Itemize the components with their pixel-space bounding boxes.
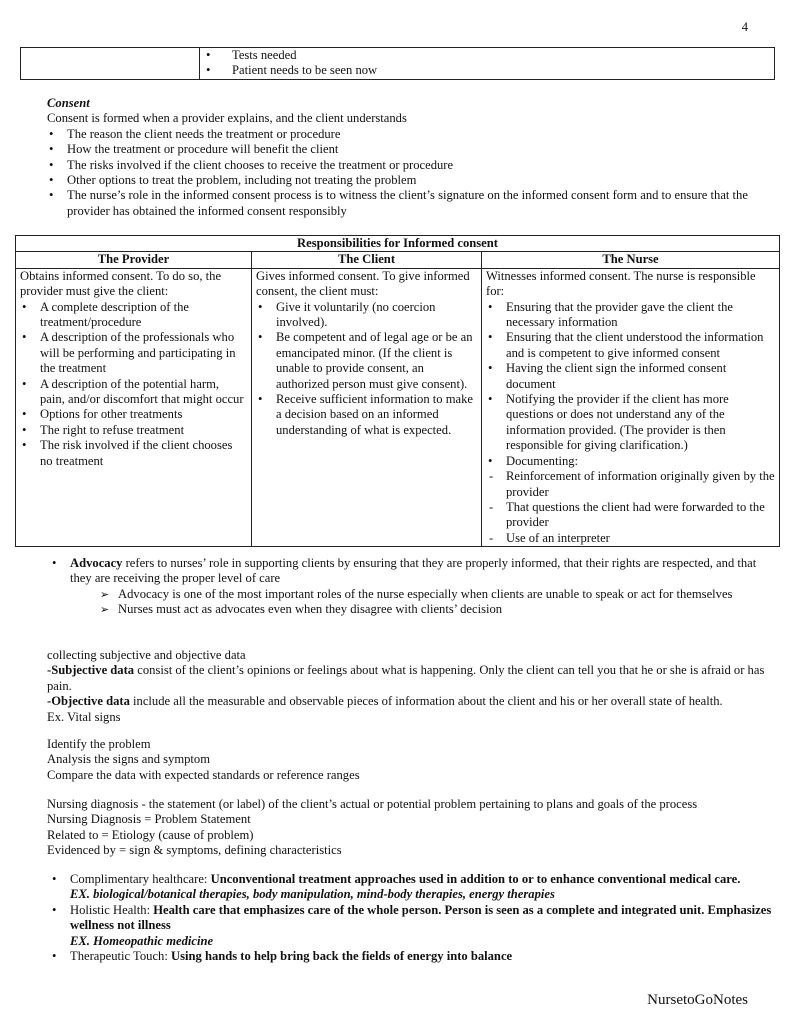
advocacy-section xyxy=(50,556,770,618)
list-item: ➢ Nurses must act as advocates even when they disagree with clients’ decision xyxy=(100,602,770,617)
list-item: • Notifying the provider if the client has more questions or does not understand any of the information provided. (The provider is then responsible for giving clarification.) xyxy=(486,392,775,454)
list-item: • Documenting: xyxy=(486,454,775,469)
list-item: • Tests needed xyxy=(204,48,770,63)
column-header: The Provider xyxy=(16,252,252,268)
list-item: • The right to refuse treatment xyxy=(20,423,247,438)
consent-section xyxy=(47,96,767,219)
client-cell: Gives informed consent. To give informed consent, the client must: • Give it voluntarily (no coercion involved). • Be competent and of legal age or be an emancipated minor. (If the client is unable to provide consent, an authorized person must give consent). • Receive sufficient information to make a decision based on an informed understanding of what is expected. xyxy=(252,268,482,546)
list-item: • The reason the client needs the treatment or procedure xyxy=(47,127,767,142)
list-item: • The risk involved if the client chooses no treatment xyxy=(20,438,247,469)
list-item: • Complimentary healthcare: Unconventional treatment approaches used in addition to or to enhance conventional medical care. EX. biological/botanical therapies, body manipulation, mind-body therapies, energy therapies xyxy=(50,872,772,903)
identify-section: Identify the problem Analysis the signs and symptom Compare the data with expected standards or reference ranges xyxy=(47,737,360,782)
list-item: • Holistic Health: Health care that emphasizes care of the whole person. Person is seen as a complete and integrated unit. Emphasizes wellness not illness EX. Homeopathic medicine xyxy=(50,903,772,949)
list-item: • Ensuring that the client understood the information and is competent to give informed consent xyxy=(486,330,775,361)
list-item: • A description of the potential harm, pain, and/or discomfort that might occur xyxy=(20,377,247,408)
nurse-cell: Witnesses informed consent. The nurse is responsible for: • Ensuring that the provider gave the client the necessary information • Ensuring that the client understood the information and is competent to give informed consent • Having the client sign the informed consent document • Notifying the provider if the client has more questions or does not understand any of the information provided. (The provider is then responsible for giving clarification.) • Documenting: - Reinforcement of information originally given by the provider - That questions the client had were forwarded to the provider - Use of an interpreter xyxy=(482,268,780,546)
diagnosis-section: Nursing diagnosis - the statement (or label) of the client’s actual or potential problem pertaining to plans and goals of the process Nursing Diagnosis = Problem Statement Related to = Etiology (cause of problem) Evidenced by = sign & symptoms, defining characteristics xyxy=(47,797,698,858)
list-item: - That questions the client had were forwarded to the provider xyxy=(486,500,775,531)
list-item: • The nurse’s role in the informed consent process is to witness the client’s signature on the informed consent form and to ensure that the provider has obtained the informed consent responsibly xyxy=(47,188,767,219)
list-item: - Reinforcement of information originally given by the provider xyxy=(486,469,775,500)
list-item: • Advocacy refers to nurses’ role in supporting clients by ensuring that they are properly informed, that their rights are respected, and that they are receiving the proper level of care xyxy=(50,556,770,587)
health-section xyxy=(50,872,772,964)
data-section: collecting subjective and objective data -Subjective data consist of the client’s opinions or feelings about what is happening. Only the client can tell you that he or she is afraid or has pain. -Objective data include all the measurable and observable pieces of information about the client and his or her overall state of health. Ex. Vital signs xyxy=(47,648,765,724)
list-item: • Ensuring that the provider gave the client the necessary information xyxy=(486,300,775,331)
table-title: Responsibilities for Informed consent xyxy=(16,236,780,252)
list-item: • Give it voluntarily (no coercion involved). xyxy=(256,300,477,331)
top-table xyxy=(20,47,775,80)
provider-cell: Obtains informed consent. To do so, the provider must give the client: • A complete description of the treatment/procedure • A description of the professionals who will be performing and participating in the treatment • A description of the potential harm, pain, and/or discomfort that might occur • Options for other treatments • The right to refuse treatment • The risk involved if the client chooses no treatment xyxy=(16,268,252,546)
list-item: • Options for other treatments xyxy=(20,407,247,422)
page-number: 4 xyxy=(741,20,748,34)
section-title: Consent xyxy=(47,96,90,110)
paragraph: Consent is formed when a provider explains, and the client understands xyxy=(47,111,407,126)
list-item: ➢ Advocacy is one of the most important roles of the nurse especially when clients are unable to speak or act for themselves xyxy=(100,587,770,602)
column-header: The Nurse xyxy=(482,252,780,268)
list-item: • How the treatment or procedure will benefit the client xyxy=(47,142,767,157)
list-item: • Other options to treat the problem, including not treating the problem xyxy=(47,173,767,188)
list-item: • The risks involved if the client chooses to receive the treatment or procedure xyxy=(47,158,767,173)
footer-brand: NursetoGoNotes xyxy=(647,992,748,1008)
list-item: • A complete description of the treatment/procedure xyxy=(20,300,247,331)
list-item: • Be competent and of legal age or be an emancipated minor. (If the client is unable to provide consent, an authorized person must give consent). xyxy=(256,330,477,392)
responsibilities-table xyxy=(15,235,780,547)
list-item: a decision based on an informed understanding of what is expected. xyxy=(276,407,452,437)
list-item: • Having the client sign the informed consent document xyxy=(486,361,775,392)
list-item: • A description of the professionals who will be performing and participating in the treatment xyxy=(20,330,247,376)
list-item: - Use of an interpreter xyxy=(486,531,775,546)
list-item: • Therapeutic Touch: Using hands to help bring back the fields of energy into balance xyxy=(50,949,772,964)
list-item: • Patient needs to be seen now xyxy=(204,63,770,78)
list-item: • Receive sufficient information to make xyxy=(256,392,477,407)
column-header: The Client xyxy=(252,252,482,268)
